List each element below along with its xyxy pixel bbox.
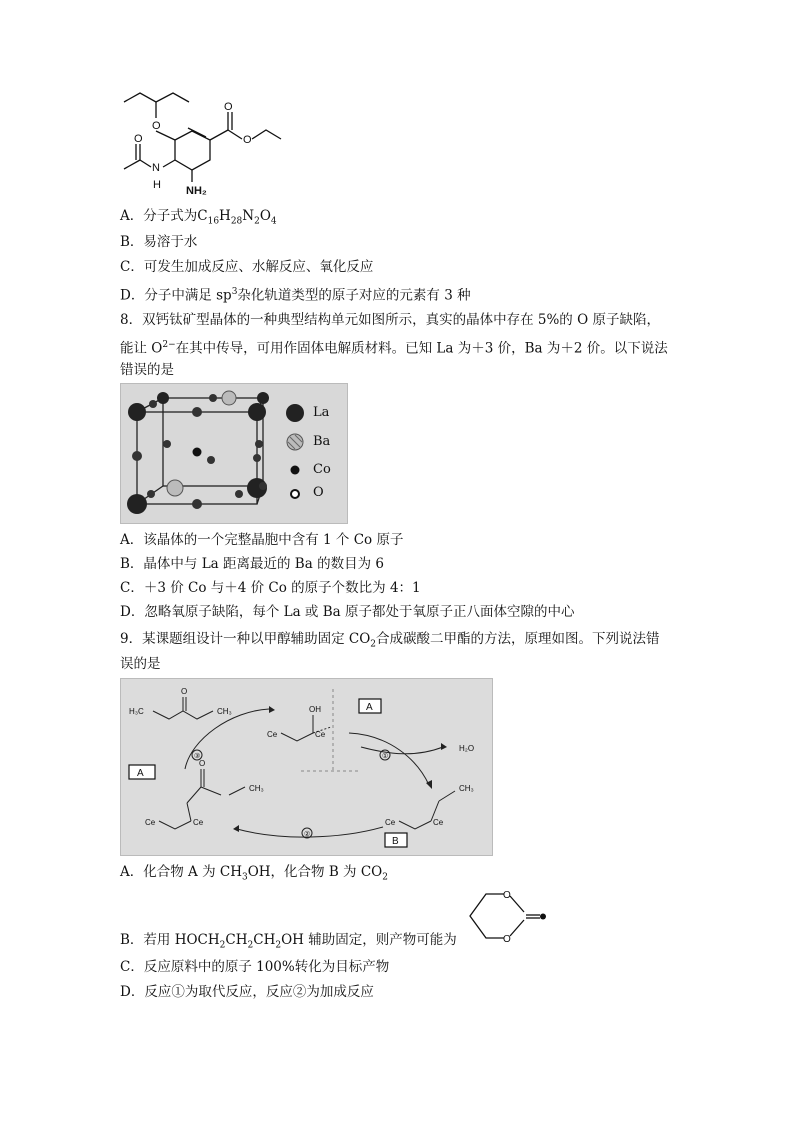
o-carbonyl-2: O bbox=[199, 759, 206, 768]
ce-label-1: Ce bbox=[267, 730, 278, 739]
q8-option-d: D．忽略氧原子缺陷，每个 La 或 Ba 原子都处于氧原子正八面体空隙的中心 bbox=[120, 604, 575, 620]
atom-h: H bbox=[153, 179, 161, 191]
q9-option-c: C．反应原料中的原子 100%转化为目标产物 bbox=[120, 959, 390, 975]
q9-stem-line2: 误的是 bbox=[120, 656, 161, 672]
atom-o-ester: O bbox=[243, 134, 252, 146]
box-a-right: A bbox=[366, 702, 373, 713]
water-label: H₂O bbox=[459, 744, 475, 753]
q7-option-b: B．易溶于水 bbox=[120, 234, 198, 250]
legend-ba: Ba bbox=[313, 434, 331, 449]
ce-label-2: Ce bbox=[315, 730, 326, 739]
box-a-left: A bbox=[137, 768, 144, 779]
legend-o: O bbox=[313, 485, 324, 500]
q9-option-a: A．化合物 A 为 $CH_3OH$，化合物 B 为 $CO_2$ bbox=[120, 864, 388, 883]
ce-label-3: Ce bbox=[385, 818, 396, 827]
molecule-structure bbox=[118, 92, 288, 198]
q8-stem-line2: 能让 $O^{2-}$在其中传导，可用作固体电解质材料。已知 La 为＋3 价，Ba 为＋2 价。以下说法 bbox=[120, 340, 668, 357]
ch3-label-1: CH₃ bbox=[217, 707, 232, 716]
step-2-label: ② bbox=[304, 831, 311, 838]
ch3-label-2: CH₃ bbox=[249, 784, 264, 793]
atom-o-ether: O bbox=[152, 120, 161, 132]
q8-option-b: B．晶体中与 La 距离最近的 Ba 的数目为 6 bbox=[120, 556, 384, 572]
ce-label-5: Ce bbox=[145, 818, 156, 827]
ring-o-bottom: O bbox=[503, 934, 511, 945]
h3c-label: H₃C bbox=[129, 707, 144, 716]
reaction-mechanism-figure bbox=[120, 678, 493, 856]
ce-label-6: Ce bbox=[193, 818, 204, 827]
ch3-label-3: CH₃ bbox=[459, 784, 474, 793]
q9-option-b: B．若用 $HOCH_2CH_2CH_2OH$ 辅助固定，则产物可能为 bbox=[120, 932, 457, 951]
legend-la: La bbox=[313, 405, 330, 420]
q9-stem-line1: 9．某课题组设计一种以甲醇辅助固定 $CO_2$合成碳酸二甲酯的方法，原理如图。下列说法错 bbox=[120, 631, 660, 650]
q7-option-d: D．分子中满足 $sp^3$杂化轨道类型的原子对应的元素有 3 种 bbox=[120, 287, 471, 304]
q8-stem-line1: 8．双钙钛矿型晶体的一种典型结构单元如图所示，真实的晶体中存在 5%的 O 原子缺陷， bbox=[120, 312, 660, 328]
q7-option-a: A．分子式为$C_{16}H_{28}N_2O_4$ bbox=[120, 208, 277, 227]
oh-label: OH bbox=[309, 705, 321, 714]
atom-nh2: NH₂ bbox=[186, 185, 207, 197]
crystal-structure-figure bbox=[120, 383, 348, 524]
q8-option-c: C．＋3 价 Co 与＋4 价 Co 的原子个数比为 4：1 bbox=[120, 580, 421, 596]
q7-option-c: C．可发生加成反应、水解反应、氧化反应 bbox=[120, 259, 374, 275]
step-3-label: ③ bbox=[194, 753, 201, 760]
atom-o-carbonyl: O bbox=[224, 101, 233, 113]
legend-co: Co bbox=[313, 462, 331, 477]
cyclic-carbonate-structure bbox=[464, 886, 548, 948]
q9-option-d: D．反应①为取代反应，反应②为加成反应 bbox=[120, 984, 374, 1000]
atom-o-amide: O bbox=[134, 133, 143, 145]
atom-n: N bbox=[152, 162, 160, 174]
ring-o-top: O bbox=[503, 890, 511, 901]
box-b: B bbox=[392, 836, 399, 847]
ce-label-4: Ce bbox=[433, 818, 444, 827]
q8-stem-line3: 错误的是 bbox=[120, 362, 174, 378]
o-carbonyl-1: O bbox=[181, 687, 188, 696]
q8-option-a: A．该晶体的一个完整晶胞中含有 1 个 Co 原子 bbox=[120, 532, 404, 548]
step-1-label: ① bbox=[382, 753, 389, 760]
